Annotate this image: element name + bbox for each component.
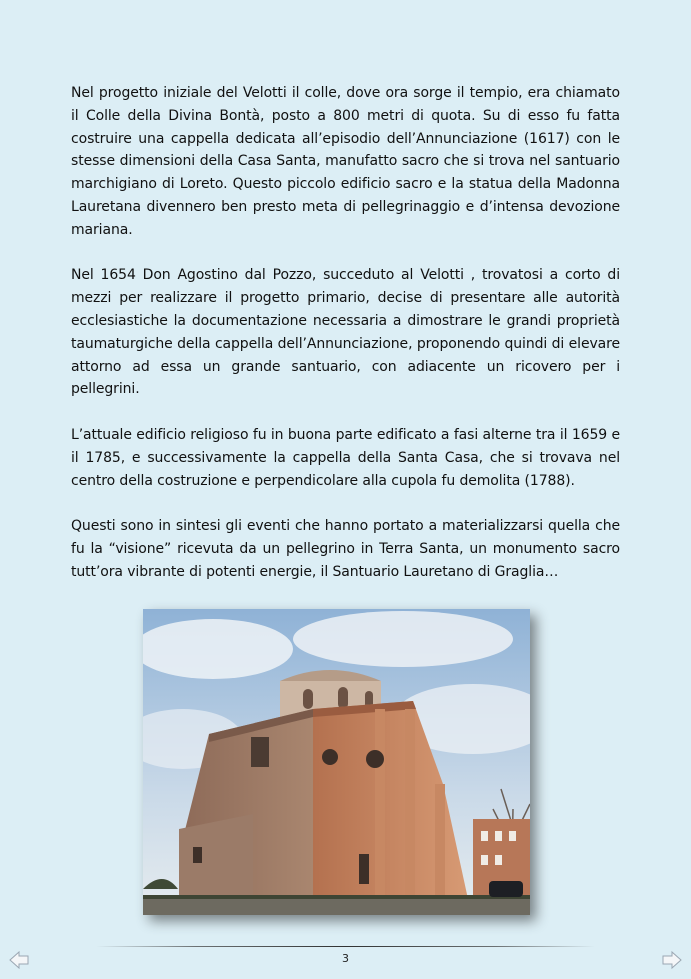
article-text bbox=[71, 82, 620, 606]
previous-page-button[interactable] bbox=[8, 950, 30, 970]
footer-divider bbox=[96, 946, 595, 947]
sanctuary-photo bbox=[143, 609, 530, 915]
page-number: 3 bbox=[342, 952, 349, 965]
paragraph-3: L’attuale edificio religioso fu in buona parte edificato a fasi alterne tra il 1659 e il 1785, e successivamente la cappella della Santa Casa, che si trovava nel centro della costruzione e perpendicolare alla cupola fu demolita (1788). bbox=[71, 426, 620, 489]
paragraph-4: Questi sono in sintesi gli eventi che hanno portato a materializzarsi quella che fu la “visione” ricevuta da un pellegrino in Terra Santa, un monumento sacro tutt’ora vibrante di potenti energie, il Santuario Lauretano di Graglia… bbox=[71, 518, 620, 580]
arrow-right-icon bbox=[661, 950, 683, 970]
paragraph-1: Nel progetto iniziale del Velotti il colle, dove ora sorge il tempio, era chiamato il Colle della Divina Bontà, posto a 800 metri di quota. Su di esso fu fatta costruire una cappella dedicata all’episodio dell’Annunciazione (1617) con le stesse dimensioni della Casa Santa, manufatto sacro che si trova nel santuario marchigiano di Loreto. Questo piccolo edificio sacro e la statua della Madonna Lauretana divennero ben presto meta di pellegrinaggio e d’intensa devozione mariana. bbox=[71, 85, 620, 238]
arrow-left-icon bbox=[8, 950, 30, 970]
paragraph-2: Nel 1654 Don Agostino dal Pozzo, succeduto al Velotti , trovatosi a corto di mezzi per realizzare il progetto primario, decise di presentare alle autorità ecclesiastiche la documentazione necessaria a dimostrare le grandi proprietà taumaturgiche della cappella dell’Annunciazione, proponendo quindi di elevare attorno ad essa un grande santuario, con adiacente un ricovero per i pellegrini. bbox=[71, 267, 620, 398]
next-page-button[interactable] bbox=[661, 950, 683, 970]
sanctuary-illustration bbox=[143, 609, 530, 915]
